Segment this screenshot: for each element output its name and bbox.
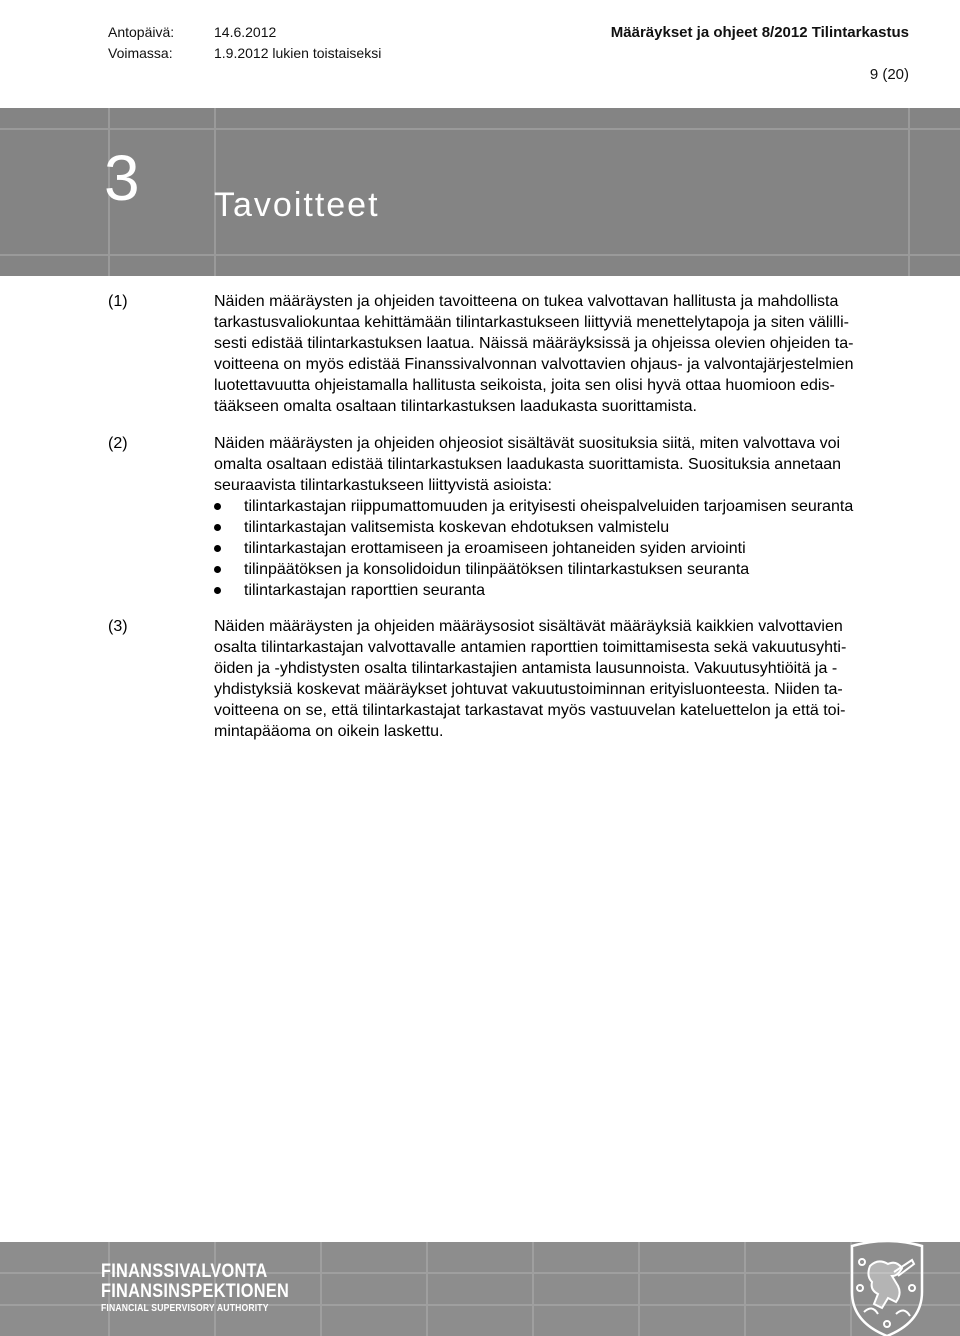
text-line: voitteena on myös edistää Finanssivalvonnan valvottavien ohjaus- ja valvontajärjestelmien xyxy=(214,356,854,373)
chapter-band xyxy=(0,108,960,276)
page-number: 9 (20) xyxy=(869,66,909,83)
text-line: seuraavista tilintarkastukseen liittyvistä asioista: xyxy=(214,477,552,494)
text-line: Näiden määräysten ja ohjeiden tavoitteena on tukea valvottavan hallitusta ja mahdollista xyxy=(214,293,839,310)
footer-grid-line xyxy=(532,1242,534,1336)
bullet-list xyxy=(214,496,914,601)
text-line: Näiden määräysten ja ohjeiden ohjeosiot sisältävät suosituksia siitä, miten valvottava voi xyxy=(214,435,841,452)
voimassa-value: 1.9.2012 lukien toistaiseksi xyxy=(214,45,382,61)
section-number: (3) xyxy=(108,618,128,635)
antopaiva-label: Antopäivä: xyxy=(108,24,175,40)
list-item xyxy=(214,496,914,517)
band-grid-line xyxy=(0,254,960,256)
bullet-icon xyxy=(214,566,221,573)
text-line: omalta osaltaan edistää tilintarkastuksen laadukasta suorittamista. Suosituksia annetaan xyxy=(214,456,842,473)
text-line: tarkastusvaliokuntaa kehittämään tilintarkastukseen liittyviä menettelytapoja ja siten välilli- xyxy=(214,314,849,331)
section-number: (2) xyxy=(108,435,128,452)
section-text xyxy=(214,291,914,417)
text-line: mintapääoma on oikein laskettu. xyxy=(214,723,444,740)
voimassa-label: Voimassa: xyxy=(108,45,173,61)
list-item xyxy=(214,517,914,538)
bullet-icon xyxy=(214,587,221,594)
list-item-text: tilintarkastajan erottamiseen ja eroamiseen johtaneiden syiden arviointi xyxy=(244,540,746,557)
lion-coat-of-arms-icon xyxy=(842,1242,932,1336)
section-1 xyxy=(108,291,908,421)
logo-line: FINANCIAL SUPERVISORY AUTHORITY xyxy=(101,1303,269,1314)
chapter-number: 3 xyxy=(104,142,140,214)
section-2 xyxy=(108,433,908,608)
list-item xyxy=(214,580,914,601)
text-line: osalta tilintarkastajan valvottavalle antamien raporttien toimittamisesta sekä vakuutusyhti- xyxy=(214,639,847,656)
list-item-text: tilintarkastajan valitsemista koskevan ehdotuksen valmistelu xyxy=(244,519,670,536)
list-item xyxy=(214,559,914,580)
section-text xyxy=(214,433,914,601)
footer-grid-line xyxy=(744,1242,746,1336)
list-item-text: tilintarkastajan riippumattomuuden ja erityisesti oheispalveluiden tarjoamisen seuranta xyxy=(244,498,854,515)
finanssivalvonta-logo xyxy=(101,1262,320,1316)
footer-grid-line xyxy=(426,1242,428,1336)
section-number: (1) xyxy=(108,293,128,310)
text-line: sesti edistää tilintarkastuksen laatua. Näissä määräyksissä ja ohjeissa olevien ohjeiden ta- xyxy=(214,335,854,352)
antopaiva-value: 14.6.2012 xyxy=(214,24,277,40)
footer-grid-line xyxy=(320,1242,322,1336)
text-line: Näiden määräysten ja ohjeiden määräysosiot sisältävät määräyksiä kaikkien valvottavien xyxy=(214,618,843,635)
text-line: voitteena on se, että tilintarkastajat tarkastavat myös vastuuvelan kateluettelon ja että toi- xyxy=(214,702,846,719)
list-item-text: tilinpäätöksen ja konsolidoidun tilinpäätöksen tilintarkastuksen seuranta xyxy=(244,561,750,578)
text-line: öiden ja -yhdistysten osalta tilintarkastajien antamista lausunnoista. Vakuutusyhtiöitä ja - xyxy=(214,660,838,677)
logo-line: FINANSSIVALVONTA xyxy=(101,1261,268,1282)
chapter-title: Tavoitteet xyxy=(214,186,380,224)
footer-grid-line xyxy=(638,1242,640,1336)
band-grid-line xyxy=(908,108,910,276)
page-header xyxy=(0,0,960,108)
bullet-icon xyxy=(214,524,221,531)
section-3 xyxy=(108,616,908,746)
list-item-text: tilintarkastajan raporttien seuranta xyxy=(244,582,486,599)
text-line: tääkseen omalta osaltaan tilintarkastuksen laadukasta suorittamista. xyxy=(214,398,697,415)
document-title: Määräykset ja ohjeet 8/2012 Tilintarkastus xyxy=(610,24,909,41)
text-line: luotettavuutta ohjeistamalla hallitusta seikoista, joita sen olisi hyvä ottaa huomioon edis- xyxy=(214,377,835,394)
logo-line: FINANSINSPEKTIONEN xyxy=(101,1281,290,1302)
section-text xyxy=(214,616,914,742)
bullet-icon xyxy=(214,545,221,552)
text-line: yhdistyksiä koskevat määräykset johtuvat vakuutustoiminnan erityisluonteesta. Niiden ta- xyxy=(214,681,843,698)
band-grid-line xyxy=(0,128,960,130)
list-item xyxy=(214,538,914,559)
bullet-icon xyxy=(214,503,221,510)
